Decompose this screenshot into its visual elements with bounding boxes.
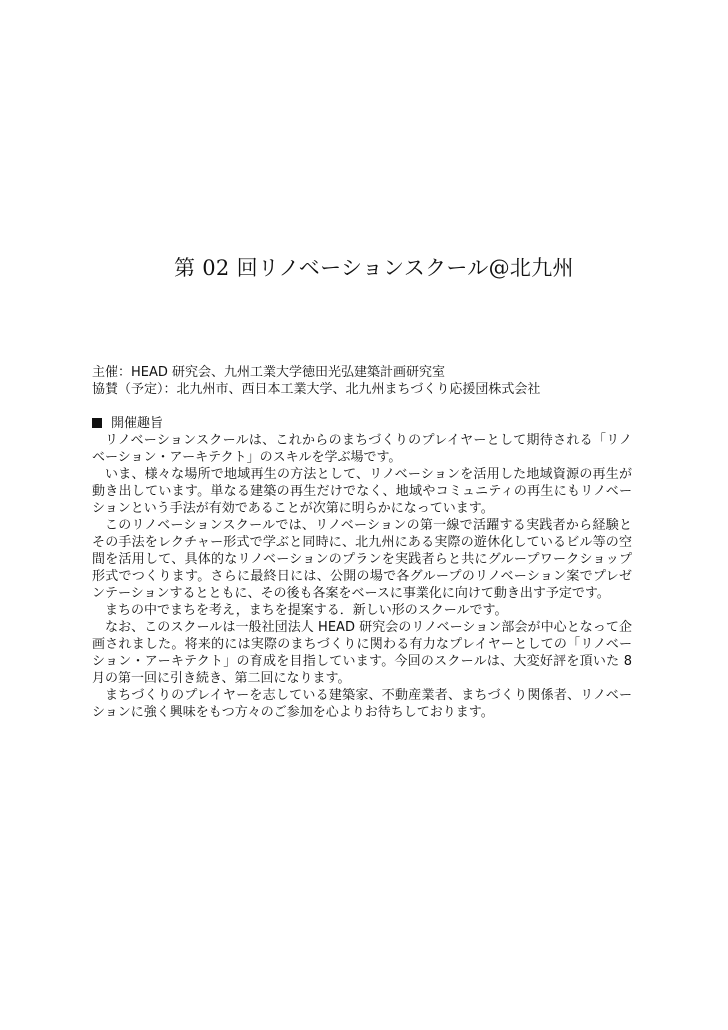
support-line: 協賛（予定）：北九州市、西日本工業大学、北九州まちづくり応援団株式会社 <box>92 382 541 397</box>
paragraph-invitation: まちづくりのプレイヤーを志している建築家、不動産業者、まちづくり関係者、リノベーションに強く興味をもつ方々のご参加を心よりお待ちしております。 <box>92 688 632 720</box>
host-line: 主催：HEAD 研究会、九州工業大学徳田光弘建築計画研究室 <box>92 365 446 380</box>
paragraph-school-program: このリノベーションスクールでは、リノベーションの第一線で活躍する実践者から経験とその手法をレクチャー形式で学ぶと同時に、北九州にある実際の遊休化しているビル等の空間を活用して、具体的なリノベーションのプランを実践者らと共にグループワークショップ形式でつくります。さらに最終日には、公開の場で各グループのリノベーション案でプレゼンテーションするとともに、その後も各案をベースに事業化に向けて動き出す予定です。 <box>92 518 632 601</box>
paragraph-new-school: まちの中でまちを考え，まちを提案する．新しい形のスクールです。 <box>105 603 508 618</box>
section-heading <box>92 415 632 432</box>
paragraph-regional-revival: いま、様々な場所で地域再生の方法として、リノベーションを活用した地域資源の再生が動き出しています。単なる建築の再生だけでなく、地域やコミュニティの再生にもリノベーションという手法が有効であることが次第に明らかになっています。 <box>92 467 632 516</box>
square-bullet-icon <box>92 418 102 428</box>
paragraph-purpose: リノベーションスクールは、これからのまちづくりのプレイヤーとして期待される「リノベーション・アーキテクト」のスキルを学ぶ場です。 <box>92 433 632 465</box>
section-heading-text: 開催趣旨 <box>111 416 164 431</box>
document-body <box>92 364 632 721</box>
spacer <box>92 398 632 415</box>
page-title: 第 02 回リノベーションスクール@北九州 <box>174 256 574 280</box>
paragraph-planning-background: なお、このスクールは一般社団法人 HEAD 研究会のリノベーション部会が中心となって企画されました。将来的には実際のまちづくりに関わる有力なプレイヤーとしての「リノベーション・アーキテクト」の育成を目指しています。今回のスクールは、大変好評を頂いた 8 月の第一回に引き続き、第二回になります。 <box>92 620 632 686</box>
